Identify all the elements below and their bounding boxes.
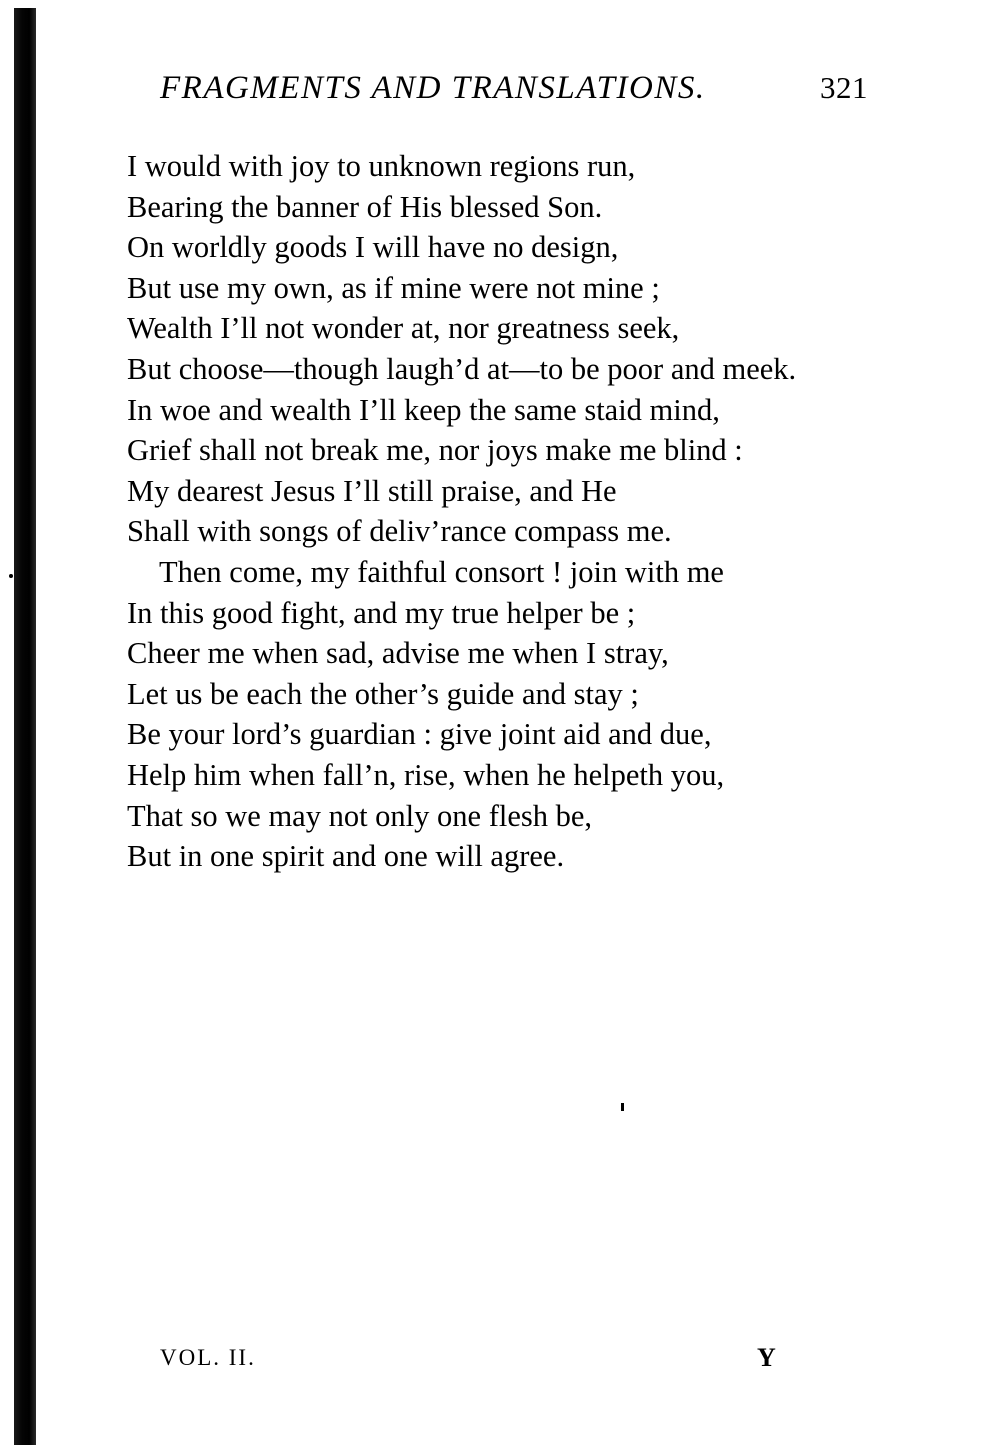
poem-stanza-start-line: Then come, my faithful consort ! join with me [159, 554, 724, 589]
poem-line: In this good fight, and my true helper be ; [127, 595, 636, 630]
running-title: FRAGMENTS AND TRANSLATIONS. [160, 70, 706, 106]
poem-line: Grief shall not break me, nor joys make me blind : [127, 433, 743, 468]
poem-line: Let us be each the other’s guide and stay ; [127, 676, 639, 711]
volume-signature: VOL. II. [160, 1345, 256, 1370]
poem-line: Bearing the banner of His blessed Son. [127, 189, 603, 224]
poem-line: That so we may not only one flesh be, [127, 798, 593, 833]
poem-line: I would with joy to unknown regions run, [127, 149, 636, 183]
poem-line: On worldly goods I will have no design, [127, 230, 619, 265]
poem-line: My dearest Jesus I’ll still praise, and He [127, 473, 617, 508]
poem-line: Help him when fall’n, rise, when he helpeth you, [127, 757, 725, 792]
poem-line: Be your lord’s guardian : give joint aid and due, [127, 717, 712, 752]
binding-edge [14, 8, 36, 1445]
binding-speck [9, 574, 13, 578]
poem-line: Cheer me when sad, advise me when I stray, [127, 636, 669, 671]
poem-line: In woe and wealth I’ll keep the same staid mind, [127, 392, 720, 427]
stray-ink-mark [621, 1103, 624, 1111]
running-head [160, 66, 880, 110]
poem-line: But in one spirit and one will agree. [127, 839, 565, 874]
poem-line: Wealth I’ll not wonder at, nor greatness seek, [127, 311, 680, 346]
page-number: 321 [820, 70, 868, 105]
poem-line: But use my own, as if mine were not mine ; [127, 270, 660, 305]
poem-line: But choose—though laugh’d at—to be poor and meek. [127, 351, 797, 386]
poem-line: Shall with songs of deliv’rance compass me. [127, 514, 672, 549]
poem-body [127, 146, 907, 877]
signature-mark: Y [757, 1343, 776, 1372]
